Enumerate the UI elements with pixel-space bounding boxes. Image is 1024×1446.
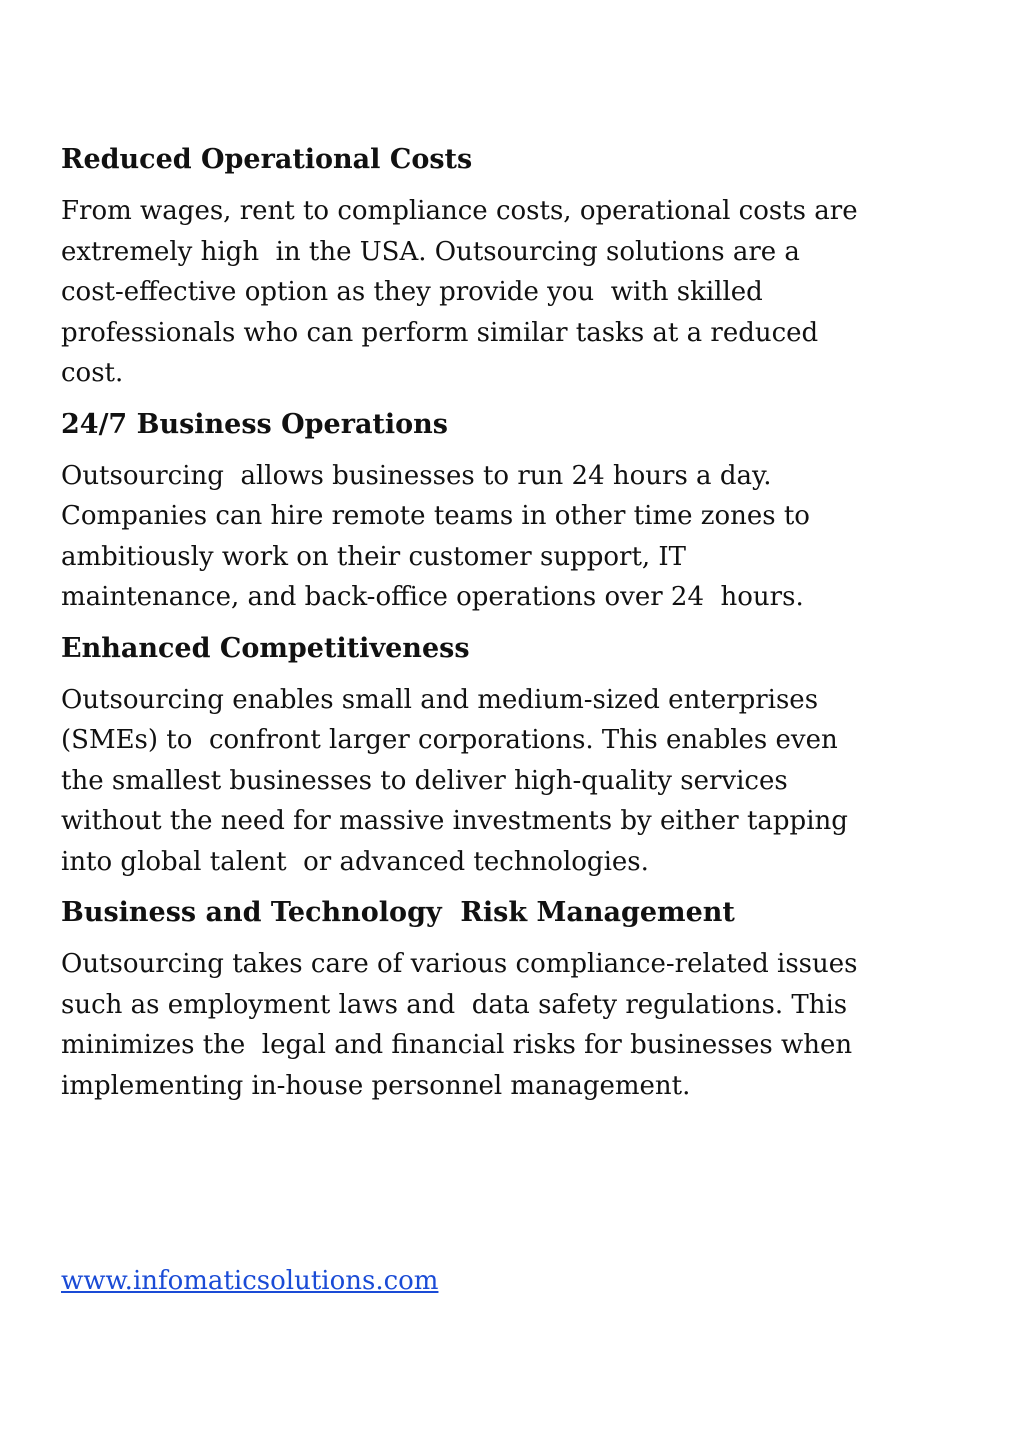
paragraph-line: cost. bbox=[61, 358, 124, 388]
paragraph-line: maintenance, and back-office operations over 24 hours. bbox=[61, 582, 804, 612]
paragraph-line: into global talent or advanced technologies. bbox=[61, 846, 649, 877]
paragraph-line: Outsourcing takes care of various compliance-related issues bbox=[61, 949, 858, 979]
paragraph-line: without the need for massive investments by either tapping bbox=[61, 806, 848, 836]
paragraph-line: From wages, rent to compliance costs, operational costs are bbox=[61, 196, 858, 226]
section-reduced-operational-costs bbox=[61, 140, 901, 394]
section-heading: Enhanced Competitiveness bbox=[61, 632, 470, 664]
paragraph-line: Outsourcing enables small and medium-sized enterprises bbox=[61, 684, 819, 715]
paragraph-line: implementing in-house personnel management. bbox=[61, 1070, 691, 1101]
paragraph-line: professionals who can perform similar tasks at a reduced bbox=[61, 317, 819, 348]
paragraph-line: cost-effective option as they provide you with skilled bbox=[61, 277, 763, 307]
paragraph-line: extremely high in the USA. Outsourcing solutions are a bbox=[61, 236, 800, 267]
paragraph-line: Companies can hire remote teams in other time zones to bbox=[61, 501, 810, 531]
section-paragraph bbox=[61, 191, 901, 394]
section-paragraph bbox=[61, 456, 901, 618]
section-paragraph bbox=[61, 680, 901, 883]
section-paragraph bbox=[61, 944, 901, 1106]
paragraph-line: minimizes the legal and financial risks for businesses when bbox=[61, 1030, 853, 1060]
section-risk-management bbox=[61, 893, 901, 1106]
section-heading: Business and Technology Risk Management bbox=[61, 897, 735, 928]
section-heading: 24/7 Business Operations bbox=[61, 408, 449, 440]
section-enhanced-competitiveness bbox=[61, 629, 901, 883]
paragraph-line: the smallest businesses to deliver high-quality services bbox=[61, 765, 788, 796]
paragraph-line: such as employment laws and data safety regulations. This bbox=[61, 989, 848, 1020]
section-heading: Reduced Operational Costs bbox=[61, 144, 473, 175]
paragraph-line: Outsourcing allows businesses to run 24 hours a day. bbox=[61, 460, 772, 491]
document-body bbox=[61, 140, 901, 1117]
paragraph-line: (SMEs) to confront larger corporations. This enables even bbox=[61, 725, 838, 755]
section-24-7-business-operations bbox=[61, 405, 901, 618]
website-link[interactable]: www.infomaticsolutions.com bbox=[61, 1266, 439, 1296]
paragraph-line: ambitiously work on their customer support, IT bbox=[61, 541, 687, 572]
